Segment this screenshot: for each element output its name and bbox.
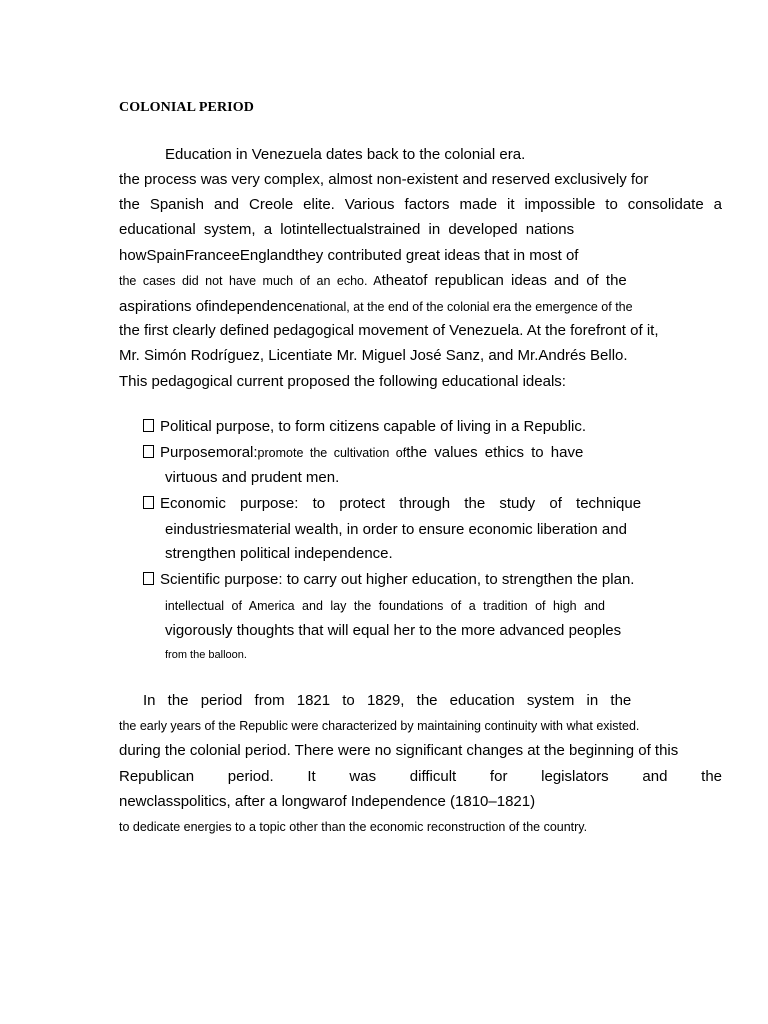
- text-span: the cases did not have much of an echo. A: [119, 274, 382, 288]
- bullet-continuation: vigorously thoughts that will equal her to the more advanced peoples: [165, 622, 622, 639]
- bullet-continuation: eindustriesmaterial wealth, in order to ensure economic liberation and: [165, 521, 627, 538]
- paragraph-line: the early years of the Republic were characterized by maintaining continuity with what existed.: [119, 719, 640, 733]
- bullet-item: [143, 417, 586, 437]
- paragraph-line: [119, 297, 633, 317]
- text-span: aspirations ofindependence: [119, 298, 303, 315]
- paragraph-line: the Spanish and Creole elite. Various factors made it impossible to consolidate a: [119, 196, 722, 213]
- paragraph-line: [119, 271, 627, 291]
- missing-glyph-box-icon: [143, 445, 154, 458]
- bullet-text: promote the cultivation of: [257, 446, 407, 460]
- paragraph-line: newclasspolitics, after a longwarof Independence (1810–1821): [119, 793, 536, 810]
- paragraph-line: Mr. Simón Rodríguez, Licentiate Mr. Miguel José Sanz, and Mr.Andrés Bello.: [119, 347, 628, 364]
- paragraph-line: This pedagogical current proposed the following educational ideals:: [119, 373, 566, 390]
- bullet-continuation: intellectual of America and lay the foundations of a tradition of high and: [165, 599, 605, 613]
- paragraph-line: to dedicate energies to a topic other than the economic reconstruction of the country.: [119, 820, 588, 834]
- paragraph-line: Education in Venezuela dates back to the colonial era.: [165, 146, 526, 163]
- section-heading: COLONIAL PERIOD: [119, 100, 254, 115]
- bullet-continuation: strengthen political independence.: [165, 545, 393, 562]
- bullet-continuation: virtuous and prudent men.: [165, 469, 340, 486]
- bullet-item: [143, 570, 634, 590]
- text-span: theatof republican ideas and of the: [381, 272, 627, 289]
- paragraph-line: Republican period. It was difficult for legislators and the: [119, 768, 722, 785]
- paragraph-line: the first clearly defined pedagogical movement of Venezuela. At the forefront of it,: [119, 322, 659, 339]
- missing-glyph-box-icon: [143, 572, 154, 585]
- bullet-text: Scientific purpose: to carry out higher education, to strengthen the plan.: [160, 571, 635, 588]
- paragraph-line: howSpainFranceeEnglandthey contributed great ideas that in most of: [119, 247, 579, 264]
- text-span: national, at the end of the colonial era the emergence of the: [302, 300, 633, 314]
- bullet-item: [143, 494, 641, 514]
- paragraph-line: the process was very complex, almost non-existent and reserved exclusively for: [119, 171, 649, 188]
- paragraph-line: In the period from 1821 to 1829, the education system in the: [143, 692, 632, 709]
- bullet-continuation: from the balloon.: [165, 649, 247, 661]
- bullet-text: Political purpose, to form citizens capable of living in a Republic.: [160, 418, 587, 435]
- missing-glyph-box-icon: [143, 496, 154, 509]
- missing-glyph-box-icon: [143, 419, 154, 432]
- bullet-text: Economic purpose: to protect through the study of technique: [160, 495, 642, 512]
- bullet-item: [143, 443, 583, 463]
- paragraph-line: educational system, a lotintellectualstrained in developed nations: [119, 221, 575, 238]
- bullet-text: the values ethics to have: [406, 444, 584, 461]
- bullet-text: Purposemoral:: [160, 444, 258, 461]
- paragraph-line: during the colonial period. There were no significant changes at the beginning of this: [119, 742, 679, 759]
